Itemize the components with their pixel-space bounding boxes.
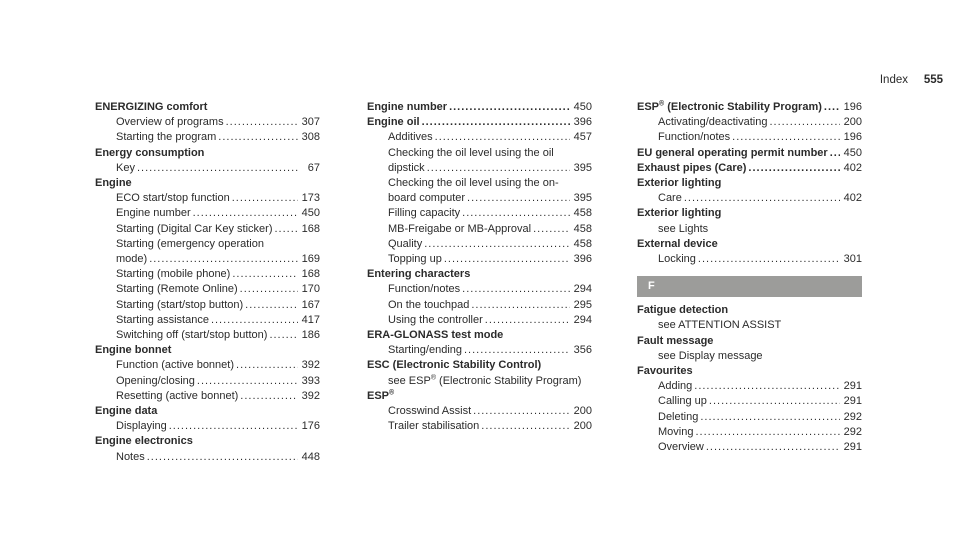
- index-entry[interactable]: Adding ..... 291: [637, 379, 862, 394]
- index-entry-line: Checking the oil level using the oil: [388, 146, 554, 159]
- index-heading: External device: [637, 237, 718, 250]
- index-column-2: [367, 100, 592, 434]
- registered-mark: ®: [389, 389, 395, 397]
- page-ref: 170: [301, 283, 320, 296]
- page-ref: 396: [573, 116, 592, 129]
- page-ref: 450: [573, 101, 592, 113]
- index-heading-entry[interactable]: Engine oil ..... 396: [367, 115, 592, 130]
- index-entry[interactable]: Opening/closing ..... 393: [95, 374, 320, 389]
- page-ref: 392: [301, 359, 320, 372]
- index-entry[interactable]: Function (active bonnet) ..... 392: [95, 358, 320, 373]
- page-ref: 393: [301, 374, 320, 387]
- index-entry[interactable]: Filling capacity ..... 458: [367, 206, 592, 221]
- index-entry[interactable]: Resetting (active bonnet) ..... 392: [95, 389, 320, 404]
- index-entry[interactable]: Switching off (start/stop button) ..... 186: [95, 328, 320, 343]
- index-heading: Energy consumption: [95, 146, 205, 159]
- index-heading: Favourites: [637, 365, 693, 378]
- index-entry[interactable]: Starting the program ..... 308: [95, 130, 320, 145]
- index-heading-entry[interactable]: Engine number ..... 450: [367, 100, 592, 115]
- index-entry[interactable]: mode) ..... 169: [95, 252, 320, 267]
- index-entry[interactable]: Starting/ending ..... 356: [367, 343, 592, 358]
- index-heading: ESP®: [367, 389, 395, 402]
- index-entry-line: Starting (emergency operation: [116, 237, 264, 250]
- page-ref: 200: [573, 420, 592, 433]
- page-ref: 307: [301, 116, 320, 129]
- page-ref: 295: [573, 298, 592, 311]
- index-entry[interactable]: Activating/deactivating ..... 200: [637, 115, 862, 130]
- index-entry[interactable]: MB-Freigabe or MB-Approval ..... 458: [367, 222, 592, 237]
- see-reference[interactable]: see ATTENTION ASSIST: [658, 319, 782, 332]
- page-ref: 308: [301, 131, 320, 144]
- page-ref: 356: [573, 344, 592, 357]
- page-ref: 291: [843, 441, 862, 454]
- page-ref: 417: [301, 313, 320, 326]
- section-letter-bar: F: [637, 276, 862, 297]
- index-column-1: [95, 100, 320, 465]
- index-entry[interactable]: Care ..... 402: [637, 191, 862, 206]
- index-entry[interactable]: Notes ..... 448: [95, 450, 320, 465]
- page-ref: 458: [573, 222, 592, 235]
- index-entry[interactable]: Starting (Remote Online) ..... 170: [95, 282, 320, 297]
- registered-mark: ®: [430, 374, 436, 381]
- index-column-3: [637, 100, 862, 455]
- page-ref: 168: [301, 222, 320, 235]
- index-heading: ENERGIZING comfort: [95, 101, 208, 113]
- index-heading: Engine electronics: [95, 435, 193, 448]
- index-entry[interactable]: Additives ..... 457: [367, 130, 592, 145]
- page-ref: 291: [843, 380, 862, 393]
- index-heading-entry[interactable]: Exhaust pipes (Care) ..... 402: [637, 161, 862, 176]
- page-ref: 392: [301, 389, 320, 402]
- page-ref: 448: [301, 450, 320, 463]
- page-ref: 167: [301, 298, 320, 311]
- index-entry[interactable]: On the touchpad ..... 295: [367, 298, 592, 313]
- page-ref: 458: [573, 207, 592, 220]
- page-ref: 291: [843, 395, 862, 408]
- page-ref: 294: [573, 313, 592, 326]
- page-ref: 292: [843, 425, 862, 438]
- page-ref: 168: [301, 268, 320, 281]
- index-entry[interactable]: Deleting ..... 292: [637, 410, 862, 425]
- page-ref: 458: [573, 237, 592, 250]
- page-ref: 395: [573, 161, 592, 174]
- index-entry[interactable]: Function/notes ..... 294: [367, 282, 592, 297]
- index-entry-line: Checking the oil level using the on-: [388, 177, 559, 190]
- page-ref: 196: [843, 131, 862, 144]
- page-ref: 173: [301, 192, 320, 205]
- page-ref: 176: [301, 420, 320, 433]
- index-heading: Exterior lighting: [637, 177, 722, 190]
- index-entry[interactable]: Starting (start/stop button) ..... 167: [95, 298, 320, 313]
- index-heading: Engine: [95, 177, 132, 190]
- index-heading-entry[interactable]: EU general operating permit number ..... 450: [637, 146, 862, 161]
- index-entry[interactable]: Overview ..... 291: [637, 440, 862, 455]
- header-label: Index: [879, 74, 908, 86]
- page-ref: 67: [307, 161, 320, 174]
- see-reference[interactable]: see Lights: [658, 222, 709, 235]
- page-ref: 196: [843, 101, 862, 113]
- index-entry[interactable]: Crosswind Assist ..... 200: [367, 404, 592, 419]
- index-entry[interactable]: Topping up ..... 396: [367, 252, 592, 267]
- index-heading-entry[interactable]: ESP® (Electronic Stability Program) ..... 196: [637, 100, 862, 115]
- page-ref: 450: [301, 207, 320, 220]
- index-entry[interactable]: Starting assistance ..... 417: [95, 313, 320, 328]
- see-reference[interactable]: see ESP® (Electronic Stability Program): [388, 374, 582, 387]
- index-entry[interactable]: board computer ..... 395: [367, 191, 592, 206]
- registered-mark: ®: [659, 100, 665, 108]
- index-entry[interactable]: Moving ..... 292: [637, 425, 862, 440]
- index-entry[interactable]: Locking ..... 301: [637, 252, 862, 267]
- index-entry[interactable]: Starting (mobile phone) ..... 168: [95, 267, 320, 282]
- index-heading: Entering characters: [367, 268, 471, 281]
- index-entry[interactable]: Starting (Digital Car Key sticker) ..... 168: [95, 222, 320, 237]
- page-ref: 396: [573, 253, 592, 266]
- index-entry[interactable]: Displaying ..... 176: [95, 419, 320, 434]
- see-reference[interactable]: see Display message: [658, 349, 763, 362]
- page-ref: 395: [573, 192, 592, 205]
- index-heading: Fault message: [637, 334, 714, 347]
- index-heading: Fatigue detection: [637, 304, 729, 317]
- index-entry[interactable]: Quality ..... 458: [367, 237, 592, 252]
- index-heading: Engine data: [95, 405, 158, 418]
- index-heading: ERA-GLONASS test mode: [367, 329, 504, 342]
- index-entry[interactable]: Calling up ..... 291: [637, 394, 862, 409]
- page-ref: 292: [843, 410, 862, 423]
- index-heading: Engine bonnet: [95, 344, 172, 357]
- index-entry[interactable]: ECO start/stop function ..... 173: [95, 191, 320, 206]
- page-ref: 169: [301, 253, 320, 266]
- index-entry[interactable]: Key ..... 67: [95, 161, 320, 176]
- index-entry[interactable]: Function/notes ..... 196: [637, 130, 862, 145]
- index-heading: ESC (Electronic Stability Control): [367, 359, 542, 372]
- page-ref: 450: [843, 146, 862, 159]
- index-entry[interactable]: Overview of programs ..... 307: [95, 115, 320, 130]
- index-entry[interactable]: Trailer stabilisation ..... 200: [367, 419, 592, 434]
- page-ref: 457: [573, 131, 592, 144]
- page-ref: 301: [843, 253, 862, 266]
- page-ref: 200: [573, 405, 592, 418]
- page-number: 555: [923, 74, 943, 86]
- page-ref: 294: [573, 283, 592, 296]
- page-ref: 402: [843, 161, 862, 174]
- page-ref: 200: [843, 116, 862, 129]
- index-entry[interactable]: Engine number ..... 450: [95, 206, 320, 221]
- index-entry[interactable]: Using the controller ..... 294: [367, 313, 592, 328]
- index-heading: Exterior lighting: [637, 207, 722, 220]
- page-ref: 186: [301, 329, 320, 342]
- page-ref: 402: [843, 192, 862, 205]
- index-entry[interactable]: dipstick ..... 395: [367, 161, 592, 176]
